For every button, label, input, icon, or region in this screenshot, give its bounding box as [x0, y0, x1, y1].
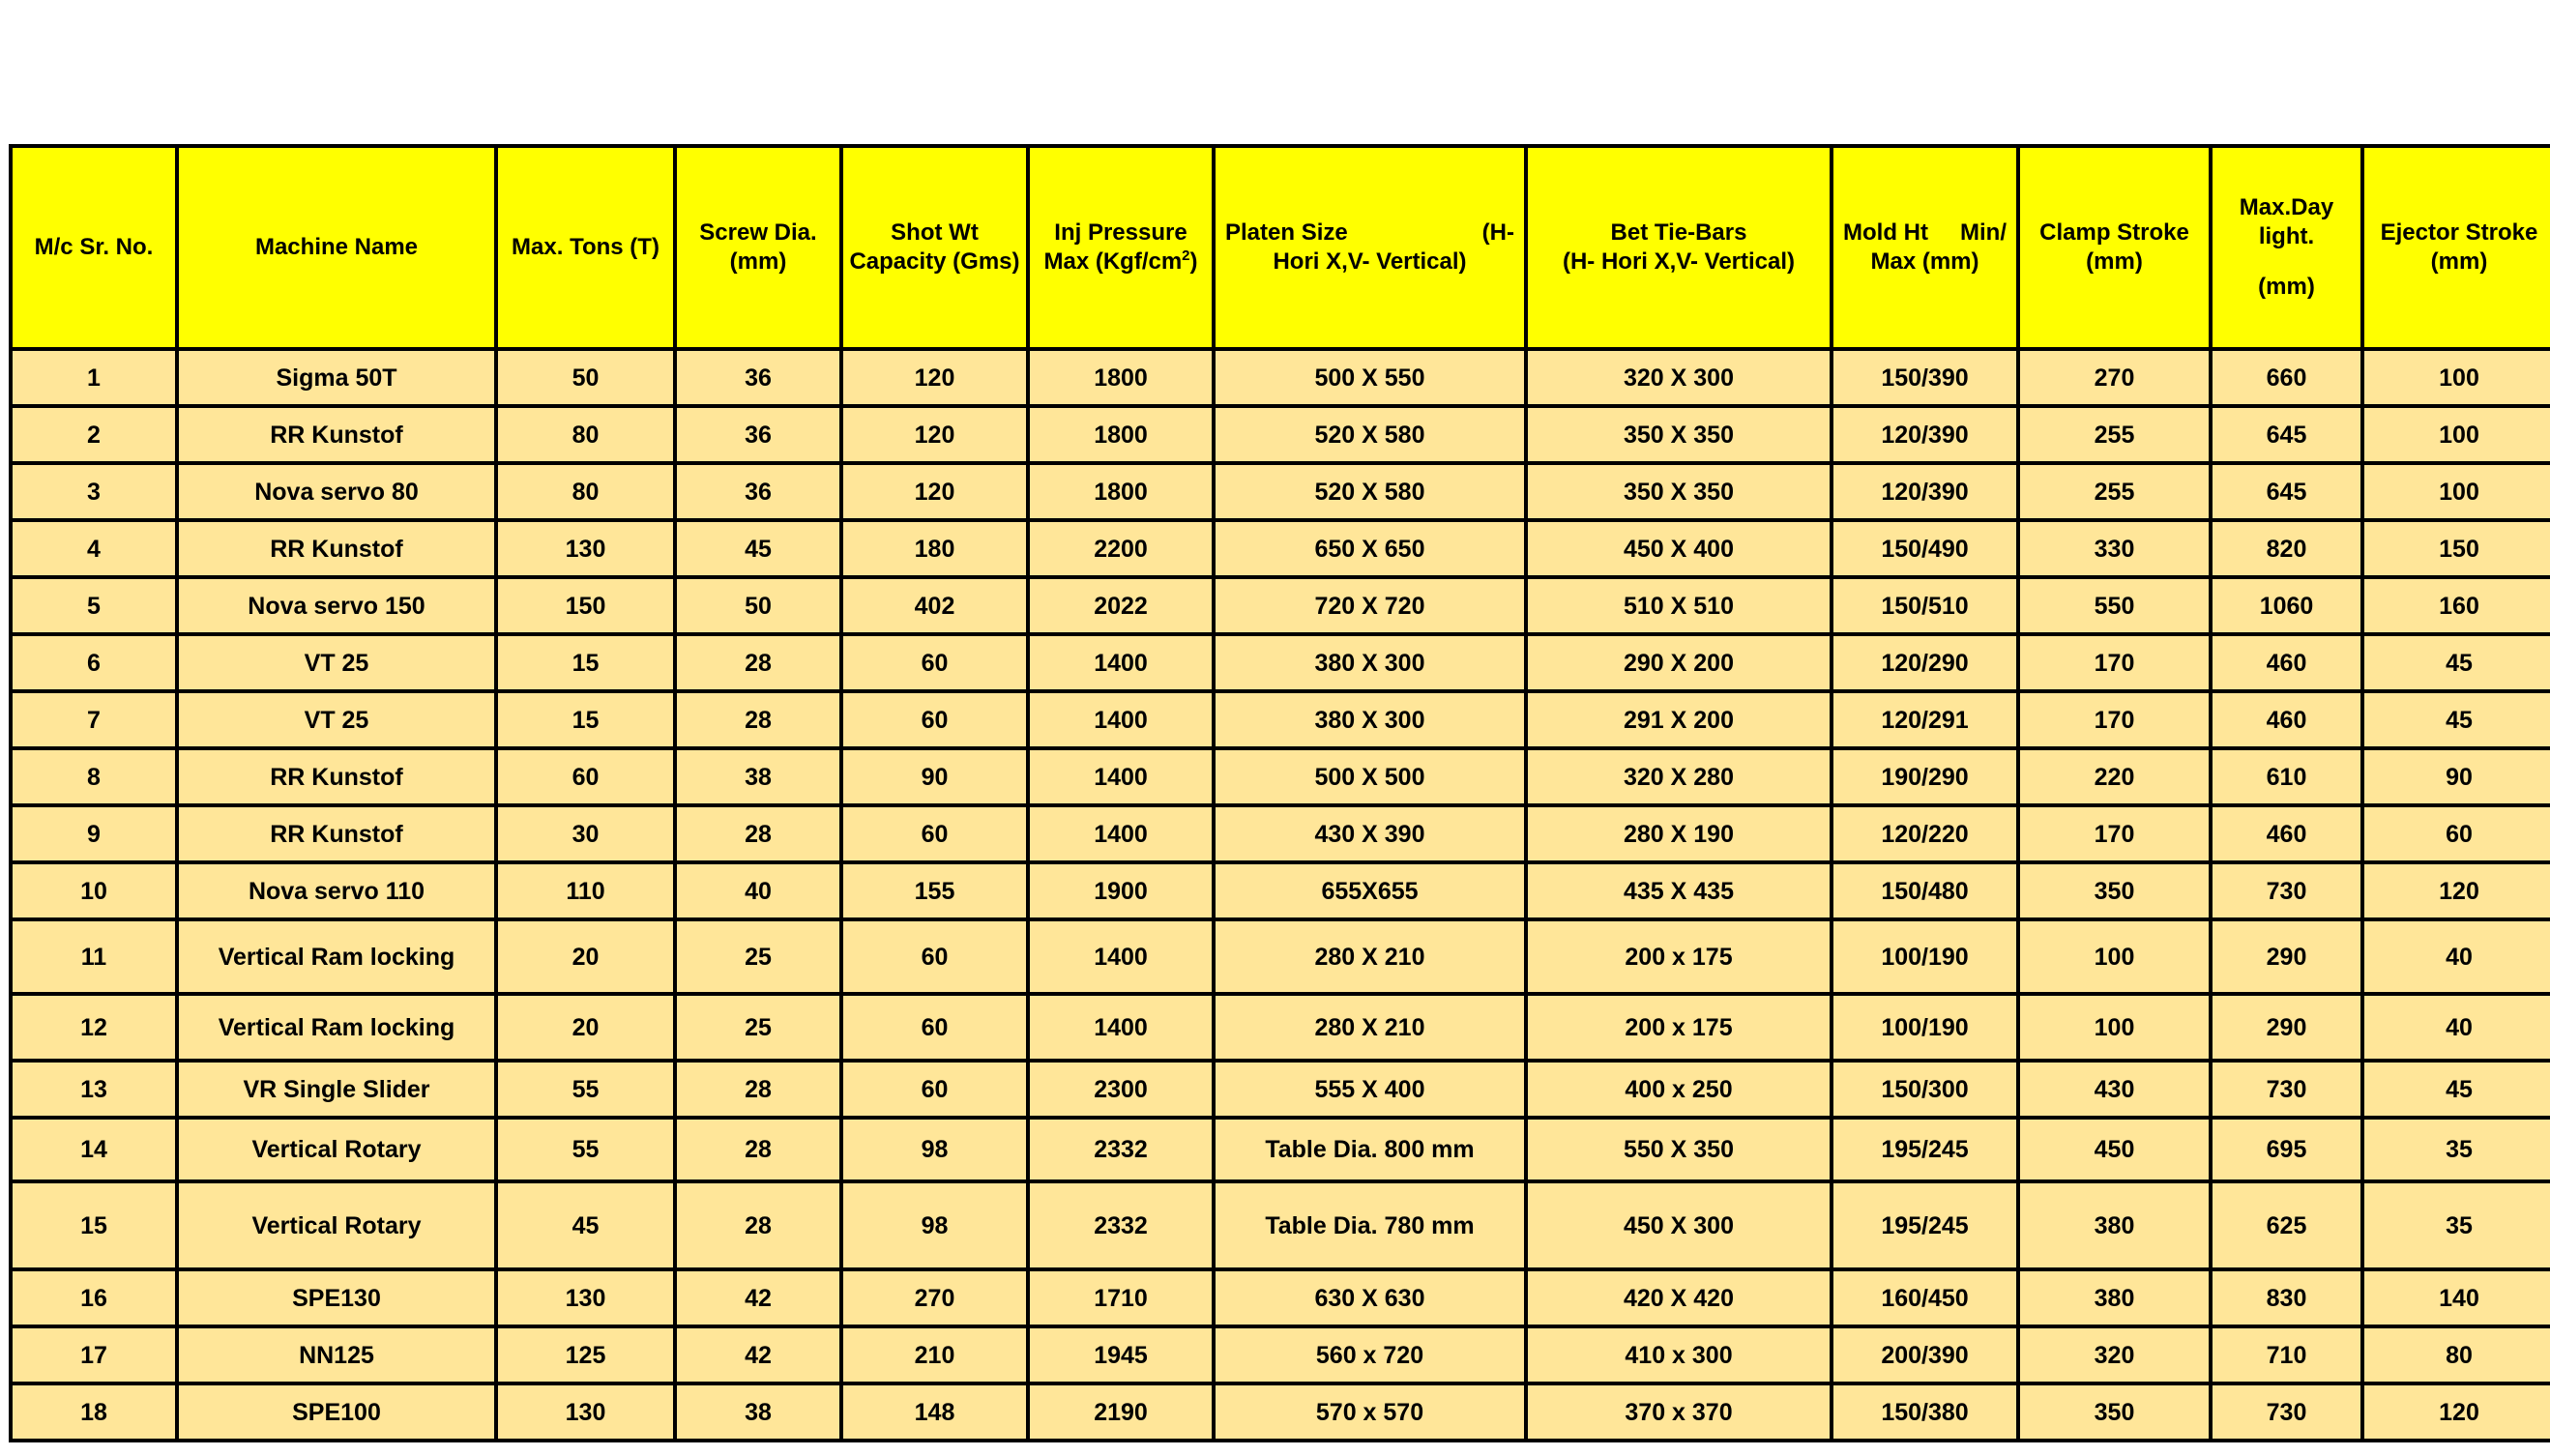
table-cell: 100	[2018, 919, 2211, 994]
table-cell: 10	[11, 862, 177, 919]
table-cell: 90	[841, 748, 1028, 805]
table-cell: 290	[2211, 919, 2362, 994]
table-cell: 255	[2018, 406, 2211, 463]
table-cell: 730	[2211, 1061, 2362, 1118]
table-cell: 60	[496, 748, 675, 805]
header-ejector-stroke: Ejector Stroke (mm)	[2362, 146, 2550, 349]
table-row	[11, 994, 2550, 1061]
table-row	[11, 520, 2550, 577]
table-cell: 500 X 550	[1214, 349, 1526, 406]
table-cell: 45	[496, 1181, 675, 1269]
header-mold-ht: Mold Ht Min/ Max (mm)	[1832, 146, 2018, 349]
table-cell: 645	[2211, 463, 2362, 520]
table-cell: 18	[11, 1383, 177, 1441]
table-cell: 200/390	[1832, 1326, 2018, 1383]
table-cell: 550 X 350	[1526, 1118, 1832, 1181]
table-cell: 25	[675, 919, 841, 994]
table-cell: 150/380	[1832, 1383, 2018, 1441]
table-cell: 255	[2018, 463, 2211, 520]
table-cell: 45	[2362, 691, 2550, 748]
table-cell: 2300	[1028, 1061, 1214, 1118]
table-cell: 350	[2018, 1383, 2211, 1441]
table-cell: 1400	[1028, 919, 1214, 994]
table-cell: 28	[675, 1118, 841, 1181]
table-cell: Sigma 50T	[177, 349, 496, 406]
table-cell: 460	[2211, 805, 2362, 862]
table-cell: 220	[2018, 748, 2211, 805]
table-cell: 270	[2018, 349, 2211, 406]
table-cell: SPE100	[177, 1383, 496, 1441]
table-cell: 125	[496, 1326, 675, 1383]
table-cell: 2332	[1028, 1118, 1214, 1181]
table-cell: 28	[675, 1181, 841, 1269]
table-cell: 655X655	[1214, 862, 1526, 919]
table-cell: 520 X 580	[1214, 406, 1526, 463]
header-shot-wt: Shot Wt Capacity (Gms)	[841, 146, 1028, 349]
table-cell: 1800	[1028, 463, 1214, 520]
table-cell: 460	[2211, 691, 2362, 748]
table-cell: 150/510	[1832, 577, 2018, 634]
table-cell: 100/190	[1832, 994, 2018, 1061]
table-cell: 36	[675, 349, 841, 406]
table-cell: 170	[2018, 634, 2211, 691]
table-row	[11, 691, 2550, 748]
table-cell: 35	[2362, 1181, 2550, 1269]
table-cell: 38	[675, 1383, 841, 1441]
header-screw-dia: Screw Dia. (mm)	[675, 146, 841, 349]
table-cell: 55	[496, 1061, 675, 1118]
table-cell: 2022	[1028, 577, 1214, 634]
table-cell: 290 X 200	[1526, 634, 1832, 691]
table-cell: 830	[2211, 1269, 2362, 1326]
table-cell: 170	[2018, 691, 2211, 748]
table-row	[11, 634, 2550, 691]
table-cell: 2190	[1028, 1383, 1214, 1441]
header-platen-size: Platen Size (H- Hori X,V- Vertical)	[1214, 146, 1526, 349]
table-cell: 2	[11, 406, 177, 463]
table-cell: 98	[841, 1181, 1028, 1269]
table-cell: 80	[496, 406, 675, 463]
table-cell: 420 X 420	[1526, 1269, 1832, 1326]
table-cell: 210	[841, 1326, 1028, 1383]
table-cell: 100	[2362, 349, 2550, 406]
table-row	[11, 1118, 2550, 1181]
table-cell: 625	[2211, 1181, 2362, 1269]
table-cell: 14	[11, 1118, 177, 1181]
table-cell: 200 x 175	[1526, 994, 1832, 1061]
table-cell: 1800	[1028, 406, 1214, 463]
table-row	[11, 919, 2550, 994]
table-cell: 1400	[1028, 994, 1214, 1061]
table-cell: 180	[841, 520, 1028, 577]
table-cell: 60	[2362, 805, 2550, 862]
table-cell: 45	[2362, 1061, 2550, 1118]
header-inj-pressure: Inj Pressure Max $(Kgf/cm^2)$	[1028, 146, 1214, 349]
table-cell: 60	[841, 994, 1028, 1061]
table-cell: 7	[11, 691, 177, 748]
table-cell: 430	[2018, 1061, 2211, 1118]
table-cell: 42	[675, 1326, 841, 1383]
table-cell: 435 X 435	[1526, 862, 1832, 919]
table-cell: RR Kunstof	[177, 748, 496, 805]
table-cell: 42	[675, 1269, 841, 1326]
table-cell: 402	[841, 577, 1028, 634]
table-cell: 36	[675, 463, 841, 520]
table-cell: 130	[496, 520, 675, 577]
table-cell: 55	[496, 1118, 675, 1181]
table-cell: 120	[841, 406, 1028, 463]
table-cell: 60	[841, 805, 1028, 862]
table-cell: 150/300	[1832, 1061, 2018, 1118]
table-cell: 15	[496, 691, 675, 748]
table-cell: 50	[496, 349, 675, 406]
table-cell: 520 X 580	[1214, 463, 1526, 520]
table-cell: Table Dia. 800 mm	[1214, 1118, 1526, 1181]
table-cell: 110	[496, 862, 675, 919]
table-cell: Vertical Ram locking	[177, 994, 496, 1061]
table-cell: 50	[675, 577, 841, 634]
table-cell: 450	[2018, 1118, 2211, 1181]
table-cell: RR Kunstof	[177, 520, 496, 577]
table-cell: 270	[841, 1269, 1028, 1326]
header-clamp-stroke: Clamp Stroke (mm)	[2018, 146, 2211, 349]
table-cell: 120	[2362, 862, 2550, 919]
table-cell: 370 x 370	[1526, 1383, 1832, 1441]
table-cell: 38	[675, 748, 841, 805]
table-cell: 17	[11, 1326, 177, 1383]
table-cell: 8	[11, 748, 177, 805]
table-cell: Table Dia. 780 mm	[1214, 1181, 1526, 1269]
table-cell: 60	[841, 919, 1028, 994]
table-cell: 60	[841, 1061, 1028, 1118]
table-cell: 40	[2362, 994, 2550, 1061]
table-cell: RR Kunstof	[177, 406, 496, 463]
table-cell: 160/450	[1832, 1269, 2018, 1326]
table-cell: 1400	[1028, 634, 1214, 691]
table-cell: 2332	[1028, 1181, 1214, 1269]
header-row	[11, 146, 2550, 349]
table-cell: 13	[11, 1061, 177, 1118]
table-cell: 380	[2018, 1181, 2211, 1269]
table-body	[11, 349, 2550, 1441]
table-cell: 20	[496, 919, 675, 994]
table-cell: Nova servo 80	[177, 463, 496, 520]
table-cell: 1710	[1028, 1269, 1214, 1326]
table-cell: 645	[2211, 406, 2362, 463]
table-cell: 280 X 190	[1526, 805, 1832, 862]
table-cell: Vertical Rotary	[177, 1181, 496, 1269]
table-cell: 610	[2211, 748, 2362, 805]
table-cell: 650 X 650	[1214, 520, 1526, 577]
table-cell: Vertical Ram locking	[177, 919, 496, 994]
table-cell: 291 X 200	[1526, 691, 1832, 748]
table-cell: 500 X 500	[1214, 748, 1526, 805]
table-cell: 140	[2362, 1269, 2550, 1326]
table-cell: 400 x 250	[1526, 1061, 1832, 1118]
header-max-tons: Max. Tons (T)	[496, 146, 675, 349]
table-cell: 570 x 570	[1214, 1383, 1526, 1441]
table-cell: 28	[675, 691, 841, 748]
table-cell: 1400	[1028, 805, 1214, 862]
table-cell: 1060	[2211, 577, 2362, 634]
table-cell: 148	[841, 1383, 1028, 1441]
table-cell: 1400	[1028, 748, 1214, 805]
header-sr-no: M/c Sr. No.	[11, 146, 177, 349]
table-cell: 98	[841, 1118, 1028, 1181]
table-row	[11, 1383, 2550, 1441]
table-cell: 330	[2018, 520, 2211, 577]
table-cell: 12	[11, 994, 177, 1061]
table-row	[11, 349, 2550, 406]
table-cell: 36	[675, 406, 841, 463]
table-cell: 80	[2362, 1326, 2550, 1383]
table-cell: 200 x 175	[1526, 919, 1832, 994]
table-cell: 320	[2018, 1326, 2211, 1383]
table-cell: 6	[11, 634, 177, 691]
table-cell: 45	[2362, 634, 2550, 691]
table-cell: 60	[841, 634, 1028, 691]
table-row	[11, 1181, 2550, 1269]
table-cell: 710	[2211, 1326, 2362, 1383]
table-cell: 730	[2211, 1383, 2362, 1441]
table-cell: 100	[2018, 994, 2211, 1061]
table-cell: Nova servo 110	[177, 862, 496, 919]
table-cell: 120/390	[1832, 463, 2018, 520]
table-cell: 695	[2211, 1118, 2362, 1181]
table-cell: 4	[11, 520, 177, 577]
table-cell: 130	[496, 1269, 675, 1326]
table-cell: 120	[841, 349, 1028, 406]
table-cell: 16	[11, 1269, 177, 1326]
table-cell: 280 X 210	[1214, 994, 1526, 1061]
table-cell: 150	[2362, 520, 2550, 577]
table-row	[11, 1061, 2550, 1118]
table-cell: 150	[496, 577, 675, 634]
table-cell: 160	[2362, 577, 2550, 634]
table-cell: 20	[496, 994, 675, 1061]
table-cell: 11	[11, 919, 177, 994]
table-cell: 28	[675, 1061, 841, 1118]
table-cell: VR Single Slider	[177, 1061, 496, 1118]
table-row	[11, 463, 2550, 520]
table-cell: 90	[2362, 748, 2550, 805]
table-cell: 30	[496, 805, 675, 862]
table-cell: 460	[2211, 634, 2362, 691]
table-cell: 320 X 300	[1526, 349, 1832, 406]
table-cell: RR Kunstof	[177, 805, 496, 862]
table-cell: 120/220	[1832, 805, 2018, 862]
table-row	[11, 577, 2550, 634]
table-cell: 40	[2362, 919, 2550, 994]
table-cell: 120/390	[1832, 406, 2018, 463]
table-cell: 150/390	[1832, 349, 2018, 406]
table-cell: 1	[11, 349, 177, 406]
table-cell: 15	[496, 634, 675, 691]
table-cell: Vertical Rotary	[177, 1118, 496, 1181]
table-cell: 155	[841, 862, 1028, 919]
table-cell: 350	[2018, 862, 2211, 919]
table-cell: 410 x 300	[1526, 1326, 1832, 1383]
table-cell: NN125	[177, 1326, 496, 1383]
table-row	[11, 1326, 2550, 1383]
table-cell: 820	[2211, 520, 2362, 577]
header-daylight: Max.Day light. (mm)	[2211, 146, 2362, 349]
table-row	[11, 862, 2550, 919]
table-cell: 380	[2018, 1269, 2211, 1326]
table-cell: 5	[11, 577, 177, 634]
table-cell: 130	[496, 1383, 675, 1441]
table-cell: 550	[2018, 577, 2211, 634]
table-cell: 450 X 300	[1526, 1181, 1832, 1269]
table-cell: 40	[675, 862, 841, 919]
table-cell: 320 X 280	[1526, 748, 1832, 805]
table-cell: 555 X 400	[1214, 1061, 1526, 1118]
table-cell: 730	[2211, 862, 2362, 919]
table-cell: 380 X 300	[1214, 691, 1526, 748]
table-row	[11, 748, 2550, 805]
table-cell: 25	[675, 994, 841, 1061]
table-cell: SPE130	[177, 1269, 496, 1326]
table-cell: 350 X 350	[1526, 463, 1832, 520]
table-cell: 380 X 300	[1214, 634, 1526, 691]
table-cell: 195/245	[1832, 1181, 2018, 1269]
table-cell: Nova servo 150	[177, 577, 496, 634]
table-cell: 28	[675, 805, 841, 862]
table-cell: 150/490	[1832, 520, 2018, 577]
table-cell: 170	[2018, 805, 2211, 862]
table-cell: 15	[11, 1181, 177, 1269]
machine-spec-table	[9, 144, 2550, 1442]
table-cell: 280 X 210	[1214, 919, 1526, 994]
table-cell: 560 x 720	[1214, 1326, 1526, 1383]
table-cell: 150/480	[1832, 862, 2018, 919]
table-row	[11, 1269, 2550, 1326]
table-cell: 35	[2362, 1118, 2550, 1181]
table-cell: 100	[2362, 463, 2550, 520]
table-cell: 720 X 720	[1214, 577, 1526, 634]
table-cell: 350 X 350	[1526, 406, 1832, 463]
table-cell: 100	[2362, 406, 2550, 463]
table-cell: 120/290	[1832, 634, 2018, 691]
table-cell: 195/245	[1832, 1118, 2018, 1181]
table-cell: 1945	[1028, 1326, 1214, 1383]
table-cell: 290	[2211, 994, 2362, 1061]
table-cell: 80	[496, 463, 675, 520]
table-cell: 45	[675, 520, 841, 577]
table-cell: 660	[2211, 349, 2362, 406]
table-cell: 430 X 390	[1214, 805, 1526, 862]
table-cell: 120	[2362, 1383, 2550, 1441]
header-machine-name: Machine Name	[177, 146, 496, 349]
table-cell: 450 X 400	[1526, 520, 1832, 577]
table-cell: 1800	[1028, 349, 1214, 406]
table-cell: 190/290	[1832, 748, 2018, 805]
table-cell: 1400	[1028, 691, 1214, 748]
table-cell: 630 X 630	[1214, 1269, 1526, 1326]
table-cell: 1900	[1028, 862, 1214, 919]
table-cell: 3	[11, 463, 177, 520]
table-cell: 120	[841, 463, 1028, 520]
table-cell: 9	[11, 805, 177, 862]
table-cell: 510 X 510	[1526, 577, 1832, 634]
table-cell: 2200	[1028, 520, 1214, 577]
table-row	[11, 805, 2550, 862]
table-row	[11, 406, 2550, 463]
table-cell: 28	[675, 634, 841, 691]
table-cell: 100/190	[1832, 919, 2018, 994]
table-cell: 120/291	[1832, 691, 2018, 748]
header-tie-bars: Bet Tie-Bars (H- Hori X,V- Vertical)	[1526, 146, 1832, 349]
table-cell: 60	[841, 691, 1028, 748]
table-cell: VT 25	[177, 691, 496, 748]
table-cell: VT 25	[177, 634, 496, 691]
